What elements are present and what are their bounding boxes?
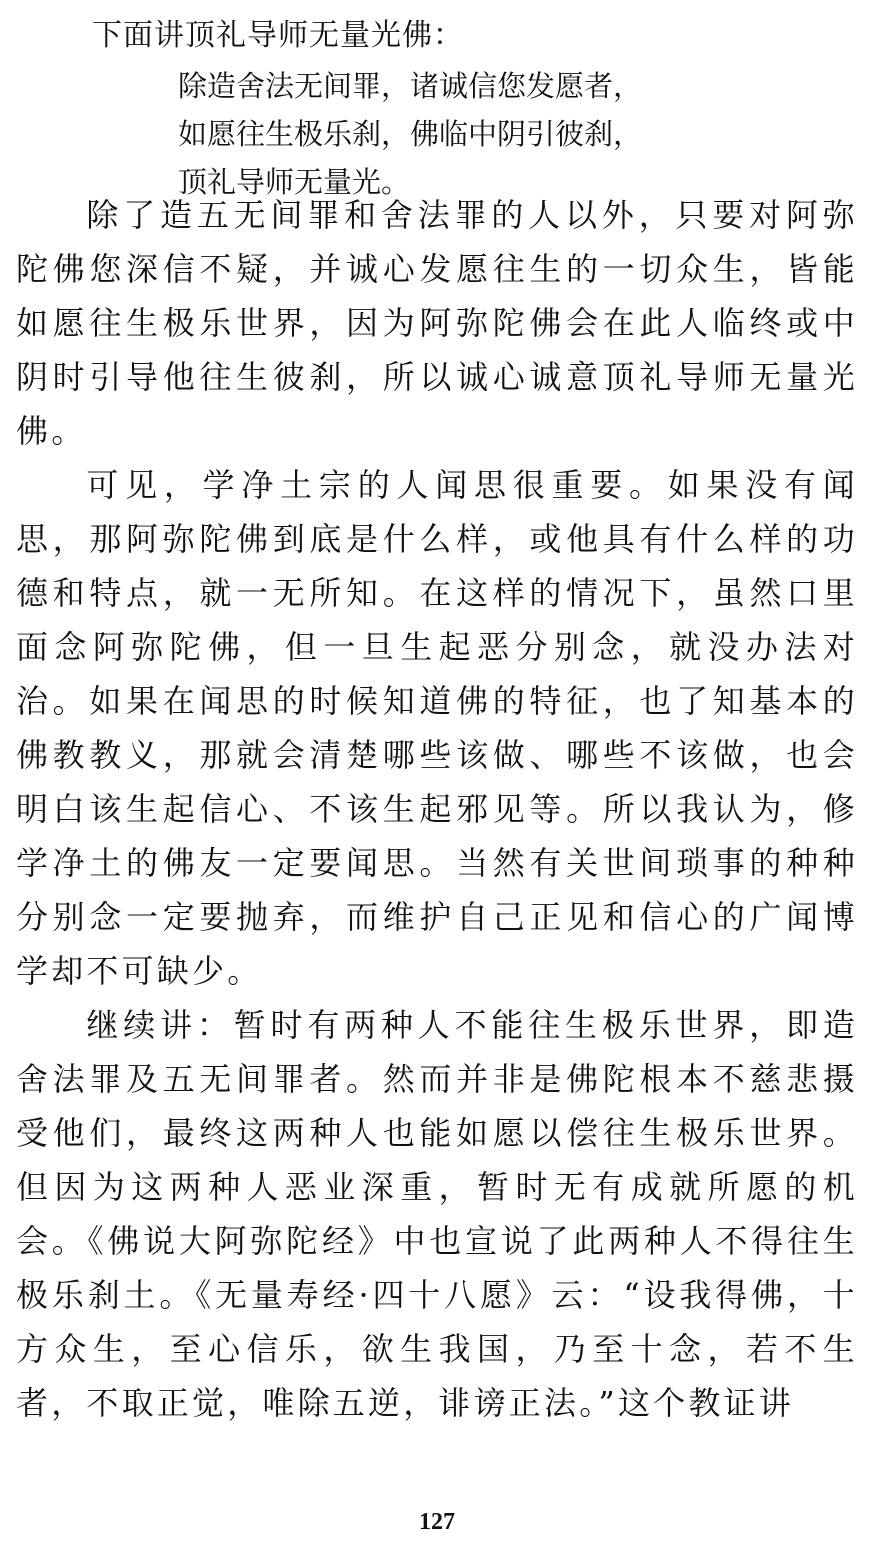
page-number: 127 [419,1509,455,1535]
verse-line: 除造舍法无间罪，诸诚信您发愿者， [178,69,643,103]
verse-line: 顶礼导师无量光。 [178,165,411,199]
intro-line: 下面讲顶礼导师无量光佛： [92,18,464,53]
paragraph: 可见，学净土宗的人闻思很重要。如果没有闻思，那阿弥陀佛到底是什么样，或他具有什么样的功德和特点，就一无所知。在这样的情况下，虽然口里面念阿弥陀佛，但一旦生起恶分别念，就没办法对治。如果在闻思的时候知道佛的特征，也了知基本的佛教教义，那就会清楚哪些该做、哪些不该做，也会明白该生起信心、不该生起邪见等。所以我认为，修学净土的佛友一定要闻思。当然有关世间琐事的种种分别念一定要抛弃，而维护自己正见和信心的广闻博学却不可缺少。 [16,466,858,990]
paragraph: 除了造五无间罪和舍法罪的人以外，只要对阿弥陀佛您深信不疑，并诚心发愿往生的一切众生，皆能如愿往生极乐世界，因为阿弥陀佛会在此人临终或中阴时引导他往生彼刹，所以诚心诚意顶礼导师无量光佛。 [16,196,858,450]
body-text [16,188,858,1430]
verse-line: 如愿往生极乐刹，佛临中阴引彼刹， [178,117,643,151]
paragraph: 继续讲：暂时有两种人不能往生极乐世界，即造舍法罪及五无间罪者。然而并非是佛陀根本不慈悲摄受他们，最终这两种人也能如愿以偿往生极乐世界。但因为这两种人恶业深重，暂时无有成就所愿的机会。《佛说大阿弥陀经》中也宣说了此两种人不得往生极乐刹土。《无量寿经·四十八愿》云：“设我得佛，十方众生，至心信乐，欲生我国，乃至十念，若不生者，不取正觉，唯除五逆，诽谤正法。”这个教证讲 [16,1006,858,1422]
verse-block [178,62,642,206]
